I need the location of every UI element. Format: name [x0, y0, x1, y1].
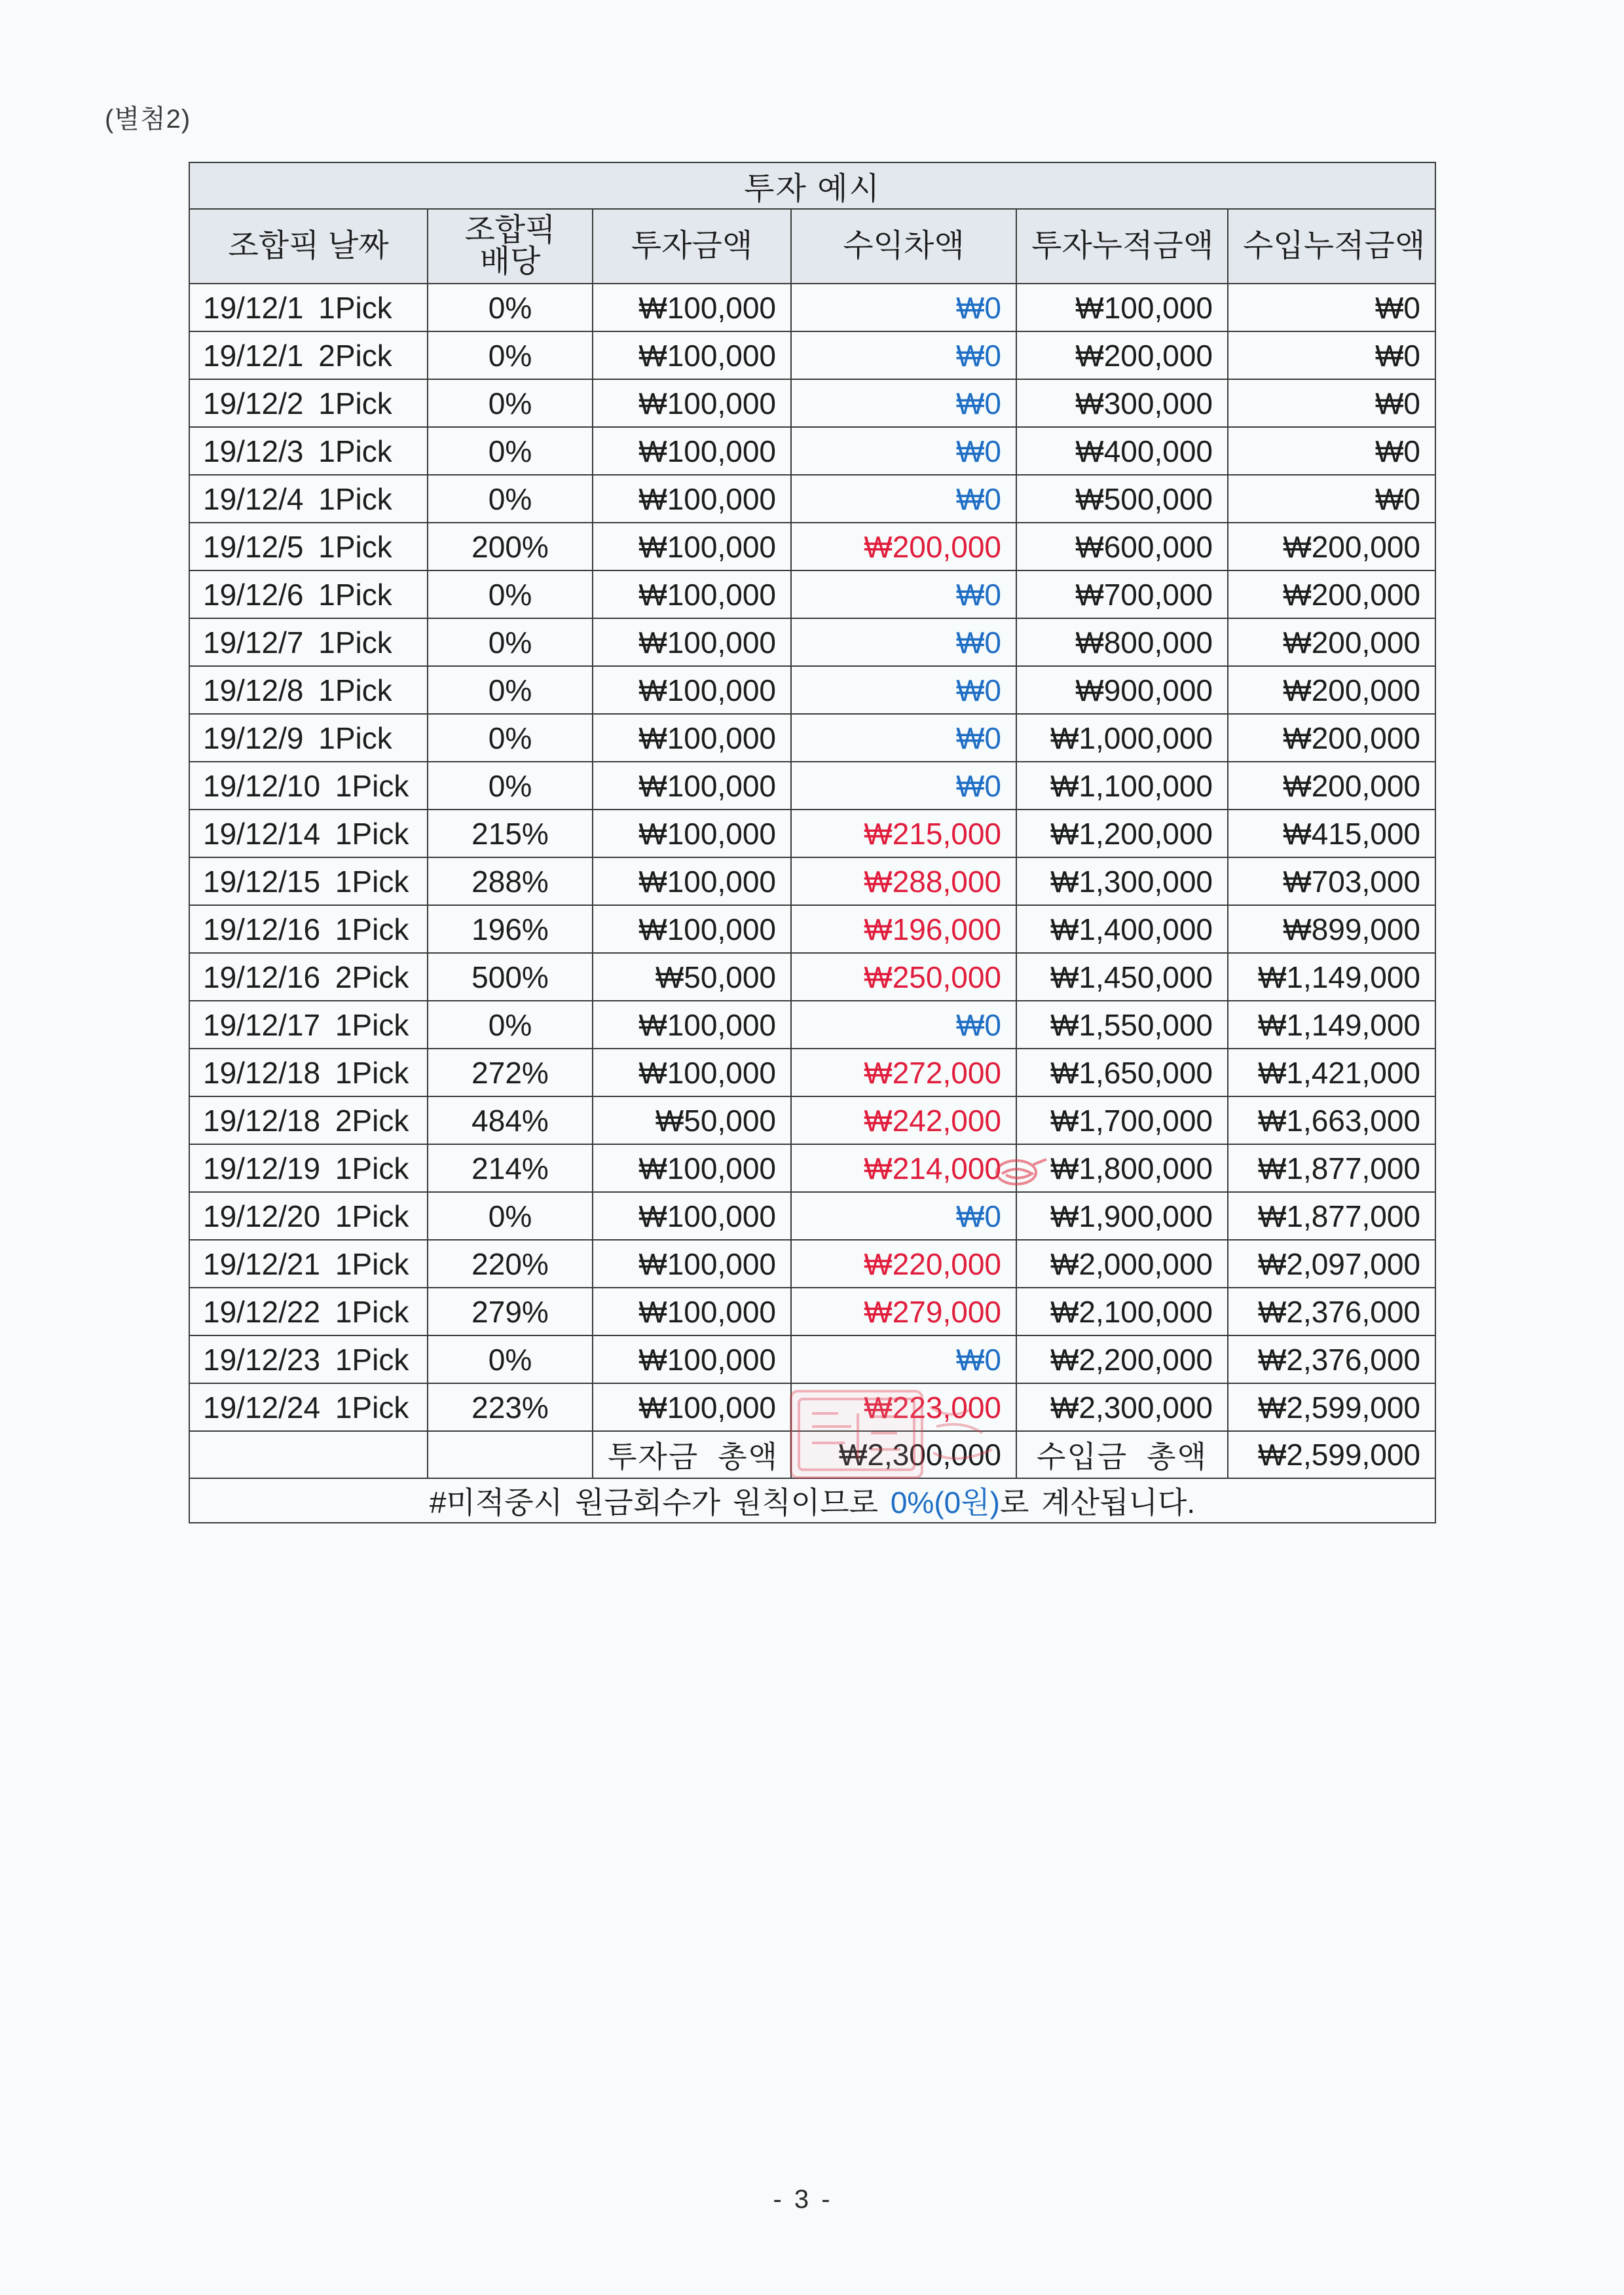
pick-date-cell: 19/12/21 1Pick — [189, 1240, 428, 1288]
cumulative-income-cell: ₩2,097,000 — [1228, 1240, 1435, 1288]
pick-date-cell: 19/12/8 1Pick — [189, 666, 428, 714]
cumulative-income-cell: ₩0 — [1228, 331, 1435, 379]
profit-cell: ₩0 — [791, 570, 1016, 618]
table-row — [189, 1144, 1435, 1192]
pick-date-cell: 19/12/4 1Pick — [189, 475, 428, 523]
cumulative-income-cell: ₩415,000 — [1228, 810, 1435, 857]
pick-date-cell: 19/12/1 2Pick — [189, 331, 428, 379]
cumulative-income-cell: ₩200,000 — [1228, 666, 1435, 714]
cumulative-stake-cell: ₩2,000,000 — [1016, 1240, 1228, 1288]
table-row — [189, 427, 1435, 475]
profit-cell: ₩0 — [791, 714, 1016, 762]
pick-date-cell: 19/12/16 1Pick — [189, 905, 428, 953]
table-row — [189, 1335, 1435, 1383]
stake-cell: ₩50,000 — [593, 1096, 791, 1144]
stake-cell: ₩100,000 — [593, 1144, 791, 1192]
stake-cell: ₩100,000 — [593, 1288, 791, 1335]
cumulative-stake-cell: ₩1,200,000 — [1016, 810, 1228, 857]
table-row — [189, 1288, 1435, 1335]
table-row — [189, 666, 1435, 714]
table-row — [189, 331, 1435, 379]
cumulative-income-cell: ₩0 — [1228, 379, 1435, 427]
stake-cell: ₩100,000 — [593, 618, 791, 666]
total-stake-value: ₩2,300,000 — [791, 1431, 1016, 1478]
pick-date-cell: 19/12/6 1Pick — [189, 570, 428, 618]
table-row — [189, 379, 1435, 427]
odds-cell: 0% — [428, 331, 593, 379]
table-row — [189, 1240, 1435, 1288]
header-stake: 투자금액 — [593, 209, 791, 284]
cumulative-income-cell: ₩1,149,000 — [1228, 953, 1435, 1001]
header-odds-line2: 배당 — [479, 244, 541, 279]
note-prefix: #미적중시 원금회수가 원칙이므로 — [429, 1485, 891, 1520]
note-row — [189, 1478, 1435, 1523]
odds-cell: 288% — [428, 857, 593, 905]
pick-date-cell: 19/12/22 1Pick — [189, 1288, 428, 1335]
profit-cell: ₩0 — [791, 331, 1016, 379]
note-cell — [189, 1478, 1435, 1523]
profit-cell: ₩0 — [791, 762, 1016, 810]
pick-date-cell: 19/12/18 1Pick — [189, 1049, 428, 1096]
total-stake-label: 투자금 총액 — [593, 1431, 791, 1478]
table-footer — [189, 1431, 1435, 1523]
stake-cell: ₩100,000 — [593, 810, 791, 857]
stake-cell: ₩100,000 — [593, 1383, 791, 1431]
cumulative-stake-cell: ₩1,400,000 — [1016, 905, 1228, 953]
table-body — [189, 284, 1435, 1431]
stake-cell: ₩100,000 — [593, 857, 791, 905]
odds-cell: 200% — [428, 523, 593, 570]
table-header-row — [189, 209, 1435, 284]
page-number: - 3 - — [773, 2185, 830, 2214]
totals-empty-cell — [189, 1431, 428, 1478]
stake-cell: ₩100,000 — [593, 284, 791, 331]
cumulative-income-cell: ₩200,000 — [1228, 523, 1435, 570]
odds-cell: 0% — [428, 714, 593, 762]
header-profit: 수익차액 — [791, 209, 1016, 284]
odds-cell: 223% — [428, 1383, 593, 1431]
totals-empty-cell — [428, 1431, 593, 1478]
profit-cell: ₩196,000 — [791, 905, 1016, 953]
cumulative-stake-cell: ₩800,000 — [1016, 618, 1228, 666]
cumulative-income-cell: ₩703,000 — [1228, 857, 1435, 905]
cumulative-income-cell: ₩1,149,000 — [1228, 1001, 1435, 1049]
cumulative-income-cell: ₩200,000 — [1228, 762, 1435, 810]
header-odds — [428, 209, 593, 284]
profit-cell: ₩279,000 — [791, 1288, 1016, 1335]
table-row — [189, 762, 1435, 810]
odds-cell: 0% — [428, 284, 593, 331]
cumulative-income-cell: ₩1,421,000 — [1228, 1049, 1435, 1096]
table-row — [189, 714, 1435, 762]
odds-cell: 0% — [428, 618, 593, 666]
total-income-label: 수입금 총액 — [1016, 1431, 1228, 1478]
odds-cell: 279% — [428, 1288, 593, 1335]
table-row — [189, 1049, 1435, 1096]
stake-cell: ₩100,000 — [593, 666, 791, 714]
stake-cell: ₩100,000 — [593, 1049, 791, 1096]
pick-date-cell: 19/12/20 1Pick — [189, 1192, 428, 1240]
profit-cell: ₩200,000 — [791, 523, 1016, 570]
note-highlight: 0%(0원) — [890, 1485, 1000, 1520]
cumulative-income-cell: ₩200,000 — [1228, 618, 1435, 666]
odds-cell: 0% — [428, 475, 593, 523]
odds-cell: 0% — [428, 1192, 593, 1240]
odds-cell: 484% — [428, 1096, 593, 1144]
cumulative-stake-cell: ₩1,550,000 — [1016, 1001, 1228, 1049]
table-row — [189, 905, 1435, 953]
cumulative-stake-cell: ₩500,000 — [1016, 475, 1228, 523]
note-suffix: 로 계산됩니다. — [999, 1485, 1196, 1520]
header-odds-line1: 조합픽 — [464, 213, 556, 248]
cumulative-stake-cell: ₩100,000 — [1016, 284, 1228, 331]
odds-cell: 215% — [428, 810, 593, 857]
profit-cell: ₩272,000 — [791, 1049, 1016, 1096]
pick-date-cell: 19/12/15 1Pick — [189, 857, 428, 905]
odds-cell: 220% — [428, 1240, 593, 1288]
odds-cell: 196% — [428, 905, 593, 953]
stake-cell: ₩100,000 — [593, 1335, 791, 1383]
profit-cell: ₩0 — [791, 475, 1016, 523]
cumulative-stake-cell: ₩600,000 — [1016, 523, 1228, 570]
stake-cell: ₩50,000 — [593, 953, 791, 1001]
table-row — [189, 1192, 1435, 1240]
profit-cell: ₩288,000 — [791, 857, 1016, 905]
stake-cell: ₩100,000 — [593, 1192, 791, 1240]
odds-cell: 214% — [428, 1144, 593, 1192]
pick-date-cell: 19/12/23 1Pick — [189, 1335, 428, 1383]
stake-cell: ₩100,000 — [593, 523, 791, 570]
odds-cell: 500% — [428, 953, 593, 1001]
pick-date-cell: 19/12/2 1Pick — [189, 379, 428, 427]
profit-cell: ₩0 — [791, 427, 1016, 475]
cumulative-income-cell: ₩2,599,000 — [1228, 1383, 1435, 1431]
cumulative-stake-cell: ₩1,100,000 — [1016, 762, 1228, 810]
cumulative-stake-cell: ₩1,900,000 — [1016, 1192, 1228, 1240]
pick-date-cell: 19/12/16 2Pick — [189, 953, 428, 1001]
stake-cell: ₩100,000 — [593, 1240, 791, 1288]
cumulative-income-cell: ₩0 — [1228, 284, 1435, 331]
profit-cell: ₩242,000 — [791, 1096, 1016, 1144]
table-title: 투자 예시 — [189, 162, 1435, 209]
cumulative-income-cell: ₩200,000 — [1228, 570, 1435, 618]
profit-cell: ₩0 — [791, 1335, 1016, 1383]
cumulative-income-cell: ₩0 — [1228, 427, 1435, 475]
table-row — [189, 1001, 1435, 1049]
cumulative-stake-cell: ₩2,100,000 — [1016, 1288, 1228, 1335]
profit-cell: ₩250,000 — [791, 953, 1016, 1001]
table-row — [189, 857, 1435, 905]
cumulative-stake-cell: ₩1,650,000 — [1016, 1049, 1228, 1096]
stake-cell: ₩100,000 — [593, 331, 791, 379]
profit-cell: ₩0 — [791, 1001, 1016, 1049]
header-pick-date: 조합픽 날짜 — [189, 209, 428, 284]
cumulative-stake-cell: ₩700,000 — [1016, 570, 1228, 618]
cumulative-stake-cell: ₩1,700,000 — [1016, 1096, 1228, 1144]
odds-cell: 0% — [428, 1335, 593, 1383]
table-row — [189, 618, 1435, 666]
cumulative-income-cell: ₩1,877,000 — [1228, 1192, 1435, 1240]
pick-date-cell: 19/12/5 1Pick — [189, 523, 428, 570]
cumulative-stake-cell: ₩1,000,000 — [1016, 714, 1228, 762]
odds-cell: 272% — [428, 1049, 593, 1096]
pick-date-cell: 19/12/19 1Pick — [189, 1144, 428, 1192]
table-row — [189, 1096, 1435, 1144]
table-title-row — [189, 162, 1435, 209]
pick-date-cell: 19/12/18 2Pick — [189, 1096, 428, 1144]
cumulative-income-cell: ₩2,376,000 — [1228, 1288, 1435, 1335]
pick-date-cell: 19/12/24 1Pick — [189, 1383, 428, 1431]
table-row — [189, 1383, 1435, 1431]
table-row — [189, 953, 1435, 1001]
cumulative-stake-cell: ₩2,300,000 — [1016, 1383, 1228, 1431]
odds-cell: 0% — [428, 666, 593, 714]
cumulative-income-cell: ₩200,000 — [1228, 714, 1435, 762]
stake-cell: ₩100,000 — [593, 427, 791, 475]
cumulative-income-cell: ₩899,000 — [1228, 905, 1435, 953]
cumulative-stake-cell: ₩200,000 — [1016, 331, 1228, 379]
stake-cell: ₩100,000 — [593, 762, 791, 810]
stake-cell: ₩100,000 — [593, 475, 791, 523]
odds-cell: 0% — [428, 570, 593, 618]
pick-date-cell: 19/12/1 1Pick — [189, 284, 428, 331]
profit-cell: ₩214,000 — [791, 1144, 1016, 1192]
stake-cell: ₩100,000 — [593, 905, 791, 953]
cumulative-stake-cell: ₩300,000 — [1016, 379, 1228, 427]
cumulative-stake-cell: ₩2,200,000 — [1016, 1335, 1228, 1383]
table-row — [189, 475, 1435, 523]
cumulative-stake-cell: ₩1,450,000 — [1016, 953, 1228, 1001]
table-row — [189, 570, 1435, 618]
table-row — [189, 523, 1435, 570]
profit-cell: ₩0 — [791, 618, 1016, 666]
header-cumulative-stake: 투자누적금액 — [1016, 209, 1228, 284]
total-income-value: ₩2,599,000 — [1228, 1431, 1435, 1478]
cumulative-income-cell: ₩1,663,000 — [1228, 1096, 1435, 1144]
cumulative-income-cell: ₩0 — [1228, 475, 1435, 523]
pick-date-cell: 19/12/7 1Pick — [189, 618, 428, 666]
cumulative-stake-cell: ₩900,000 — [1016, 666, 1228, 714]
cumulative-stake-cell: ₩400,000 — [1016, 427, 1228, 475]
cumulative-income-cell: ₩1,877,000 — [1228, 1144, 1435, 1192]
attachment-label: (별첨2) — [105, 105, 191, 134]
table-row — [189, 284, 1435, 331]
profit-cell: ₩0 — [791, 379, 1016, 427]
stake-cell: ₩100,000 — [593, 1001, 791, 1049]
totals-row — [189, 1431, 1435, 1478]
profit-cell: ₩0 — [791, 1192, 1016, 1240]
pick-date-cell: 19/12/3 1Pick — [189, 427, 428, 475]
stake-cell: ₩100,000 — [593, 714, 791, 762]
cumulative-income-cell: ₩2,376,000 — [1228, 1335, 1435, 1383]
cumulative-stake-cell: ₩1,300,000 — [1016, 857, 1228, 905]
odds-cell: 0% — [428, 762, 593, 810]
pick-date-cell: 19/12/14 1Pick — [189, 810, 428, 857]
pick-date-cell: 19/12/10 1Pick — [189, 762, 428, 810]
profit-cell: ₩220,000 — [791, 1240, 1016, 1288]
odds-cell: 0% — [428, 1001, 593, 1049]
stake-cell: ₩100,000 — [593, 570, 791, 618]
profit-cell: ₩223,000 — [791, 1383, 1016, 1431]
cumulative-stake-cell: ₩1,800,000 — [1016, 1144, 1228, 1192]
investment-example-table — [189, 162, 1436, 1523]
stake-cell: ₩100,000 — [593, 379, 791, 427]
profit-cell: ₩0 — [791, 666, 1016, 714]
odds-cell: 0% — [428, 379, 593, 427]
profit-cell: ₩215,000 — [791, 810, 1016, 857]
pick-date-cell: 19/12/17 1Pick — [189, 1001, 428, 1049]
profit-cell: ₩0 — [791, 284, 1016, 331]
odds-cell: 0% — [428, 427, 593, 475]
header-cumulative-income: 수입누적금액 — [1228, 209, 1435, 284]
table-row — [189, 810, 1435, 857]
pick-date-cell: 19/12/9 1Pick — [189, 714, 428, 762]
